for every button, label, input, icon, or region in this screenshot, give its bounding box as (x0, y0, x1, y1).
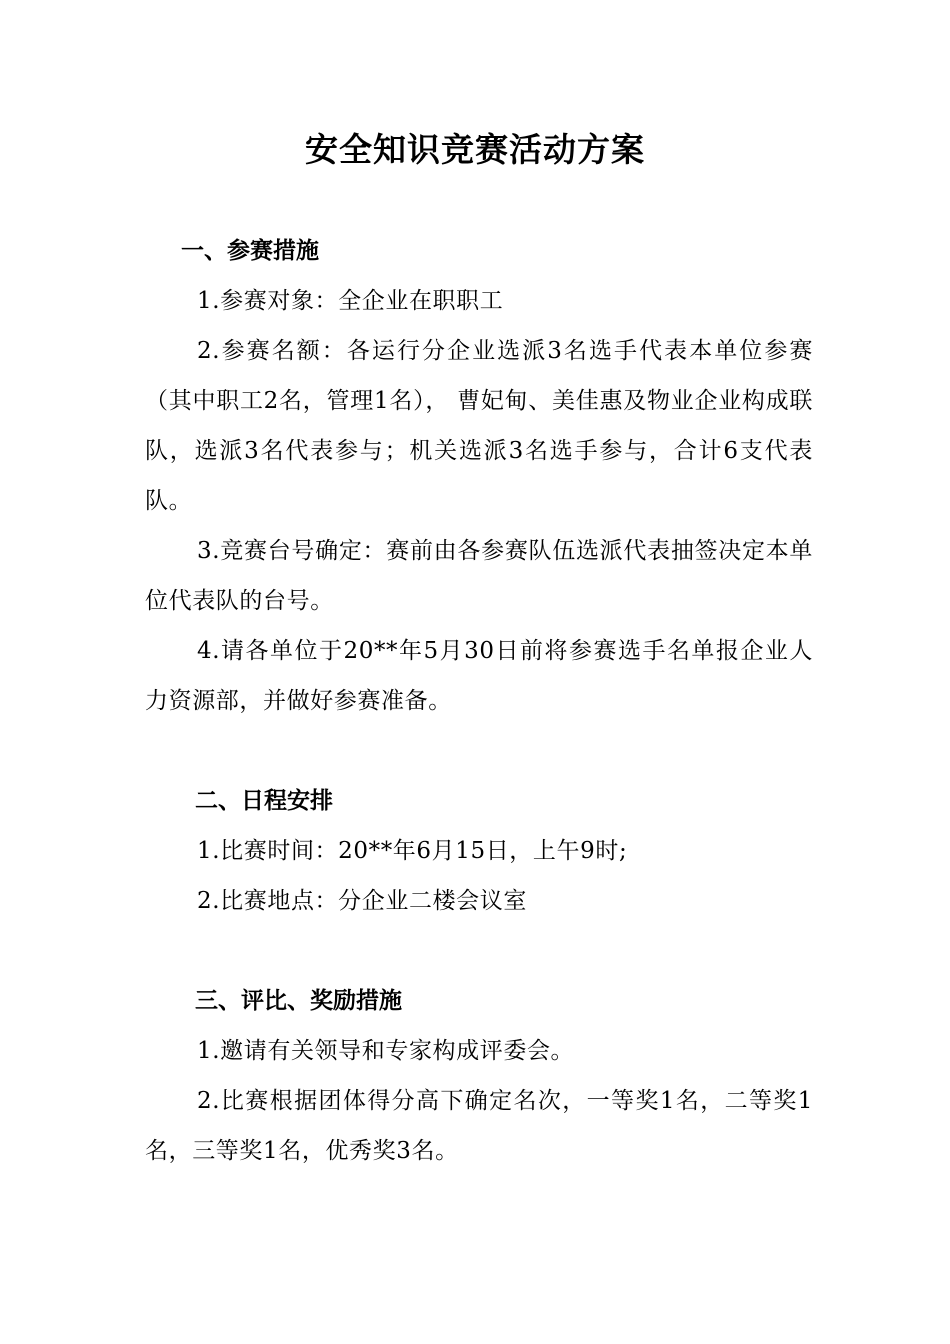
section-heading: 三、评比、奖励措施 (195, 988, 402, 1014)
section-spacer (145, 926, 813, 976)
section-awards (145, 976, 813, 1176)
section-heading: 一、参赛措施 (181, 238, 319, 264)
paragraph: 2.参赛名额：各运行分企业选派3名选手代表本单位参赛（其中职工2名，管理1名）， 曹妃甸、美佳惠及物业企业构成联队，选派3名代表参与；机关选派3名选手参与，合计6支代表队。 (145, 338, 813, 514)
section-schedule (145, 776, 813, 926)
paragraph: 1.比赛时间：20**年6月15日，上午9时; (197, 838, 628, 864)
paragraph: 1.参赛对象：全企业在职职工 (197, 288, 504, 314)
section-participation (145, 226, 813, 726)
document-body (145, 226, 813, 1176)
paragraph: 3.竞赛台号确定：赛前由各参赛队伍选派代表抽签决定本单位代表队的台号。 (145, 538, 813, 614)
paragraph: 4.请各单位于20**年5月30日前将参赛选手名单报企业人力资源部，并做好参赛准备。 (145, 638, 813, 714)
section-spacer (145, 726, 813, 776)
document-title: 安全知识竞赛活动方案 (305, 130, 645, 169)
paragraph: 1.邀请有关领导和专家构成评委会。 (197, 1038, 575, 1064)
section-heading: 二、日程安排 (195, 788, 333, 814)
paragraph: 2.比赛根据团体得分高下确定名次，一等奖1名，二等奖1名，三等奖1名，优秀奖3名。 (145, 1088, 813, 1164)
paragraph: 2.比赛地点：分企业二楼会议室 (197, 888, 527, 914)
